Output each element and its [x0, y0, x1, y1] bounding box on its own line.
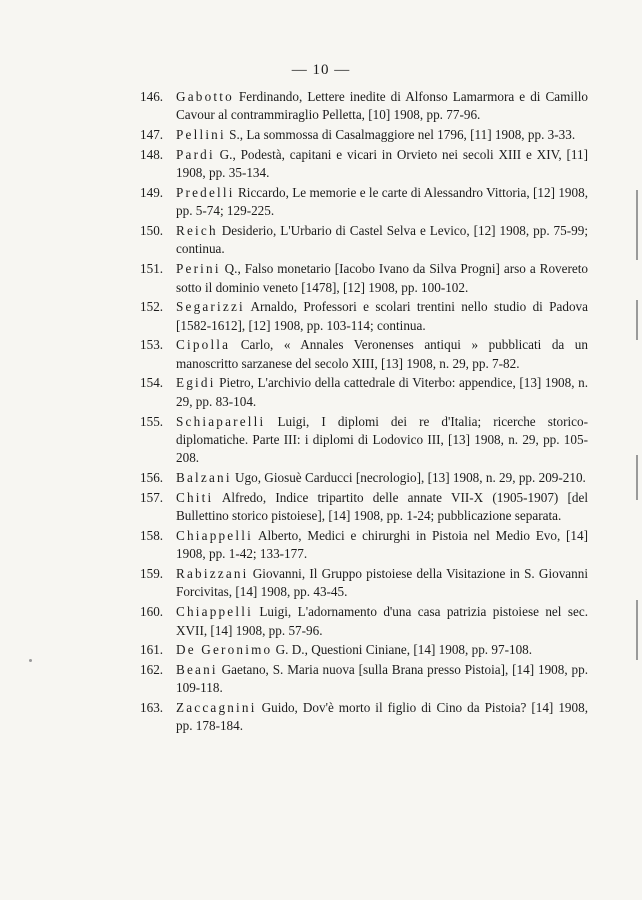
bibliography-entry	[140, 603, 588, 640]
entry-text: Alberto, Medici e chirurghi in Pistoia nel Medio Evo, [14] 1908, pp. 1-42; 133-177.	[176, 527, 588, 562]
entry-number: 158.	[140, 527, 164, 543]
bibliography-entry	[140, 489, 588, 526]
entry-number: 150.	[140, 223, 164, 239]
scan-dot	[29, 659, 32, 662]
entry-author: Segarizzi	[176, 299, 245, 315]
entry-number: 147.	[140, 127, 164, 143]
bibliography-entry	[140, 260, 588, 297]
scan-edge-mark	[636, 455, 638, 500]
entry-text: G. D., Questioni Ciniane, [14] 1908, pp. 97-108.	[272, 642, 533, 658]
entry-number: 160.	[140, 604, 164, 620]
entry-author: Zaccagnini	[176, 700, 257, 716]
entry-author: Egidi	[176, 375, 216, 391]
entry-author: Cipolla	[176, 337, 231, 353]
scan-edge-mark	[636, 190, 638, 260]
entry-text: Desiderio, L'Urbario di Castel Selva e Levico, [12] 1908, pp. 75-99; continua.	[176, 223, 588, 257]
bibliography-entry	[140, 374, 588, 411]
entry-number: 163.	[140, 700, 164, 716]
entry-text: Ferdinando, Lettere inedite di Alfonso Lamarmora e di Camillo Cavour al contrammiraglio Pelletta, [10] 1908, pp. 77-96.	[176, 89, 588, 123]
entry-author: De Geronimo	[176, 642, 273, 658]
entry-author: Rabizzani	[176, 566, 249, 582]
bibliography-entry	[140, 661, 588, 698]
entry-author: Predelli	[176, 184, 235, 200]
bibliography-list	[140, 88, 588, 737]
entry-author: Balzani	[176, 470, 232, 486]
entry-text: Q., Falso monetario [Iacobo Ivano da Silva Progni] arso a Rovereto sotto il dominio veneto [1478], [12] 1908, pp. 100-102.	[176, 261, 588, 295]
bibliography-entry	[140, 222, 588, 259]
entry-author: Reich	[176, 223, 218, 239]
entry-text: Ugo, Giosuè Carducci [necrologio], [13] 1908, n. 29, pp. 209-210.	[231, 470, 586, 486]
entry-number: 154.	[140, 375, 164, 391]
entry-text: Gaetano, S. Maria nuova [sulla Brana presso Pistoia], [14] 1908, pp. 109-118.	[176, 661, 588, 696]
entry-text: Carlo, « Annales Veronenses antiqui » pubblicati da un manoscritto sarzanese del secolo XIII, [13] 1908, n. 29, pp. 7-82.	[176, 337, 588, 371]
entry-number: 157.	[140, 489, 164, 505]
entry-number: 155.	[140, 413, 164, 429]
bibliography-entry	[140, 336, 588, 373]
bibliography-entry	[140, 565, 588, 602]
entry-text: Giovanni, Il Gruppo pistoiese della Visitazione in S. Giovanni Forcivitas, [14] 1908, pp. 43-45.	[176, 566, 588, 600]
entry-text: Riccardo, Le memorie e le carte di Alessandro Vittoria, [12] 1908, pp. 5-74; 129-225.	[176, 184, 588, 219]
entry-author: Chiappelli	[176, 527, 253, 543]
scan-edge-mark	[636, 600, 638, 660]
entry-text: Pietro, L'archivio della cattedrale di Viterbo: appendice, [13] 1908, n. 29, pp. 83-104.	[176, 375, 588, 409]
bibliography-entry	[140, 413, 588, 468]
entry-number: 148.	[140, 146, 164, 162]
bibliography-entry	[140, 527, 588, 564]
entry-number: 162.	[140, 661, 164, 677]
bibliography-entry	[140, 699, 588, 736]
bibliography-entry	[140, 298, 588, 335]
entry-number: 152.	[140, 299, 164, 315]
entry-number: 151.	[140, 261, 164, 277]
entry-author: Chiappelli	[176, 604, 253, 620]
entry-number: 153.	[140, 337, 164, 353]
entry-number: 149.	[140, 184, 164, 200]
entry-text: Arnaldo, Professori e scolari trentini nello studio di Padova [1582-1612], [12] 1908, pp. 103-114; continua.	[176, 299, 588, 333]
entry-text: Luigi, I diplomi dei re d'Italia; ricerche storico-diplomatiche. Parte III: i diplomi di Lodovico III, [13] 1908, n. 29, pp. 105-208.	[176, 413, 588, 466]
entry-author: Pardi	[176, 146, 215, 162]
entry-text: Guido, Dov'è morto il figlio di Cino da Pistoia? [14] 1908, pp. 178-184.	[176, 700, 588, 734]
entry-number: 156.	[140, 470, 164, 486]
scan-edge-mark	[636, 300, 638, 340]
page-number: — 10 —	[291, 62, 351, 78]
entry-text: Alfredo, Indice tripartito delle annate VII-X (1905-1907) [del Bullettino storico pistoiese], [14] 1908, pp. 1-24; pubblicazione separata.	[176, 489, 588, 524]
entry-number: 146.	[140, 89, 164, 104]
bibliography-entry	[140, 88, 588, 125]
entry-number: 159.	[140, 566, 164, 582]
entry-text: G., Podestà, capitani e vicari in Orvieto nei secoli XIII e XIV, [11] 1908, pp. 35-134.	[176, 146, 588, 181]
entry-author: Gabotto	[176, 89, 234, 104]
entry-text: Luigi, L'adornamento d'una casa patrizia pistoiese nel sec. XVII, [14] 1908, pp. 57-96.	[176, 604, 588, 638]
entry-author: Perini	[176, 261, 221, 277]
entry-text: S., La sommossa di Casalmaggiore nel 1796, [11] 1908, pp. 3-33.	[225, 127, 576, 143]
entry-number: 161.	[140, 642, 164, 658]
bibliography-entry	[140, 126, 588, 144]
bibliography-entry	[140, 469, 588, 487]
entry-author: Pellini	[176, 127, 226, 143]
entry-author: Beani	[176, 661, 218, 677]
bibliography-entry	[140, 184, 588, 221]
bibliography-entry	[140, 146, 588, 183]
entry-author: Schiaparelli	[176, 413, 266, 429]
bibliography-entry	[140, 641, 588, 659]
entry-author: Chiti	[176, 489, 214, 505]
